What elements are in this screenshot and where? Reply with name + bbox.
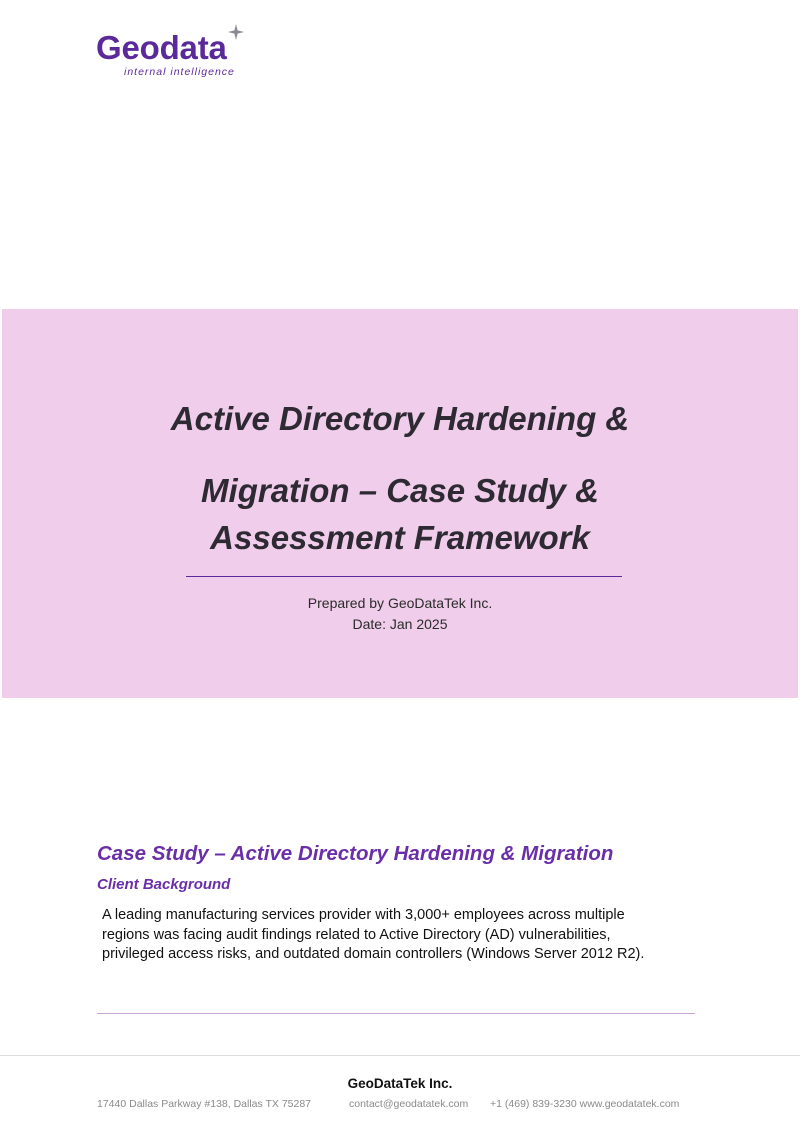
cover-title-line-1: Active Directory Hardening & [170,400,630,437]
footer-email-link[interactable]: contact@geodatatek.com [349,1098,469,1110]
sparkle-icon [228,24,244,40]
company-logo [96,24,256,80]
section-divider [97,1013,695,1014]
logo-wordmark: Geodata [96,29,227,66]
client-background-paragraph: A leading manufacturing services provider with 3,000+ employees across multiple regions was facing audit findings related to Active Directory (AD) vulnerabilities, privileged access risks, and outdated domain controllers (Windows Server 2012 R2). [102,907,645,962]
footer-phone-website[interactable]: +1 (469) 839-3230 www.geodatatek.com [490,1098,680,1110]
prepared-by: Prepared by GeoDataTek Inc. [307,595,493,611]
cover-date: Date: Jan 2025 [352,616,448,632]
footer-company-name: GeoDataTek Inc. [347,1076,453,1091]
section-title: Case Study – Active Directory Hardening & Migration [97,842,614,865]
footer-address: 17440 Dallas Parkway #138, Dallas TX 75287 [97,1098,312,1110]
cover-title-line-3: Assessment Framework [210,519,590,556]
footer-divider [0,1055,800,1056]
section-subtitle: Client Background [97,876,231,893]
cover-divider [186,576,622,577]
logo-tagline: internal intelligence [124,66,235,78]
cover-title-line-2: Migration – Case Study & [201,472,599,509]
